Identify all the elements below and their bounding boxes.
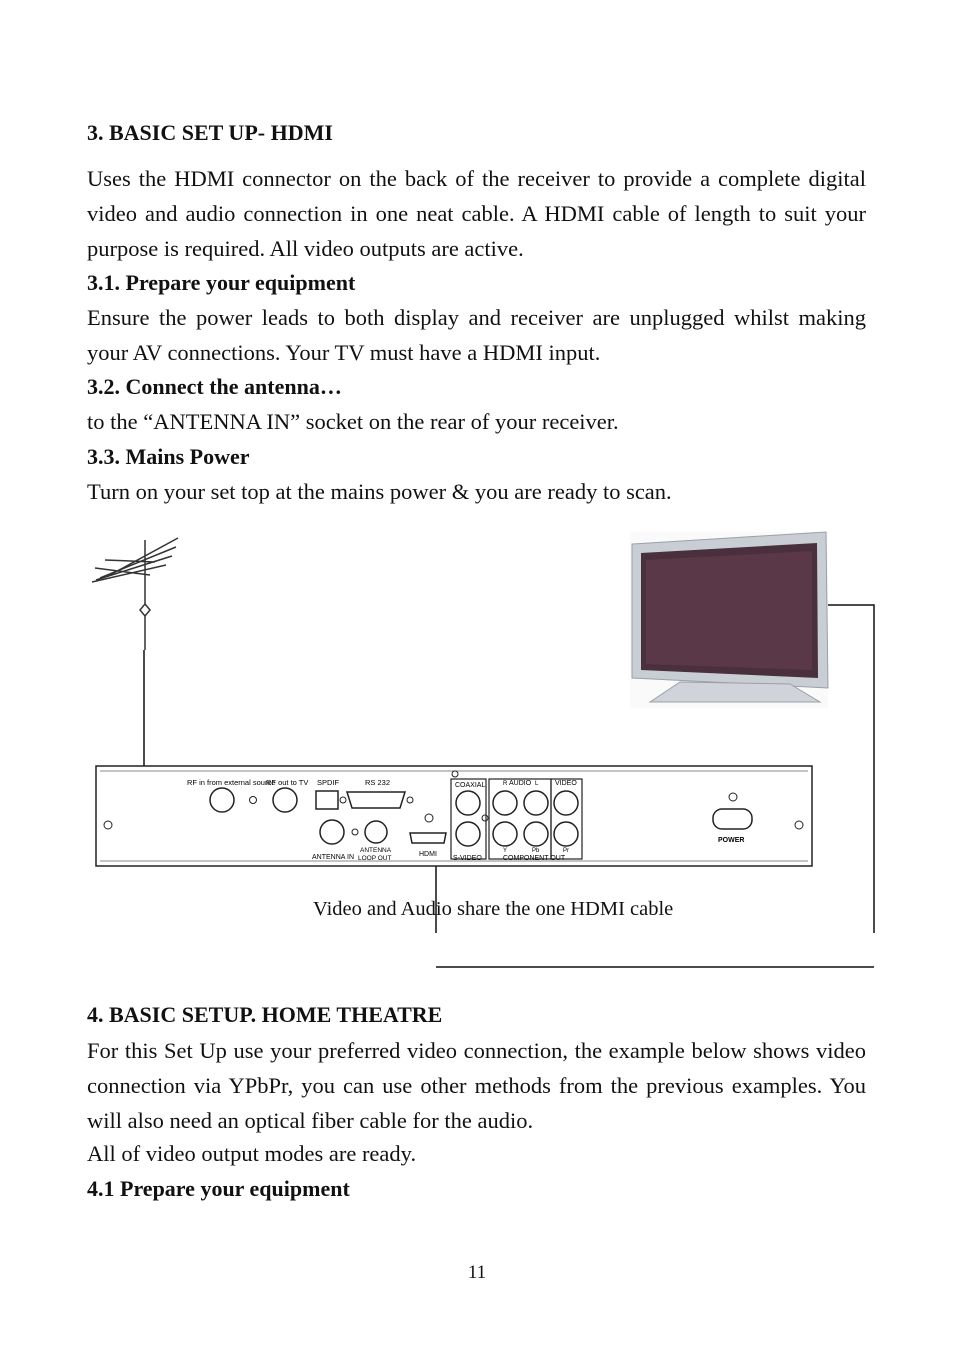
label-audio-l: L [535, 781, 539, 787]
diagram-caption: Video and Audio share the one HDMI cable [313, 898, 674, 920]
label-pr: Pr [563, 848, 569, 854]
label-audio: AUDIO [509, 780, 532, 787]
label-rs232: RS 232 [365, 778, 391, 787]
label-antenna-in: ANTENNA IN [312, 854, 355, 861]
label-antenna-loop-1: ANTENNA [360, 847, 392, 854]
label-y: Y [503, 848, 508, 854]
page-number: 11 [467, 1262, 487, 1283]
section-3-2-body: to the “ANTENNA IN” socket on the rear of your receiver. [87, 409, 619, 434]
label-coaxial: COAXIAL [455, 782, 486, 789]
section-4-1-heading: 4.1 Prepare your equipment [87, 1176, 350, 1201]
section-3-3-heading: 3.3. Mains Power [87, 444, 250, 469]
label-hdmi: HDMI [419, 851, 437, 858]
section-3-1-heading: 3.1. Prepare your equipment [87, 270, 356, 295]
section-3-heading: 3. BASIC SET UP- HDMI [87, 120, 333, 145]
label-component-out: COMPONENT OUT [503, 855, 566, 862]
hdmi-cable [828, 605, 874, 933]
section-4-heading: 4. BASIC SETUP. HOME THEATRE [87, 1002, 443, 1027]
section-3-intro: Uses the HDMI connector on the back of the receiver to provide a complete digital video and audio connection in one neat cable. A HDMI cable of length to suit your purpose is required. All video outputs are active. [87, 166, 866, 261]
section-3-2-heading: 3.2. Connect the antenna… [87, 374, 342, 399]
label-antenna-loop-2: LOOP OUT [358, 855, 392, 862]
label-rf-in: RF in from external source [187, 778, 276, 787]
label-rf-out: RF out to TV [266, 778, 309, 787]
section-3-3-body: Turn on your set top at the mains power & you are ready to scan. [87, 479, 672, 504]
tv-icon [630, 532, 828, 708]
section-4-body-2: All of video output modes are ready. [87, 1141, 417, 1166]
label-svideo: S-VIDEO [453, 855, 482, 862]
label-video: VIDEO [555, 780, 577, 787]
antenna-icon [92, 538, 178, 650]
label-audio-r: R [503, 781, 508, 787]
receiver-rear-panel [96, 766, 812, 866]
section-3-1-body: Ensure the power leads to both display and receiver are unplugged whilst making your AV connections. Your TV must have a HDMI input. [87, 305, 866, 365]
label-pb: Pb [532, 848, 540, 854]
label-spdif: SPDIF [317, 778, 340, 787]
section-4-body: For this Set Up use your preferred video connection, the example below shows video connection via YPbPr, you can use other methods from the previous examples. You will also need an optical fiber cable for the audio. [87, 1038, 866, 1133]
label-power: POWER [718, 837, 745, 844]
